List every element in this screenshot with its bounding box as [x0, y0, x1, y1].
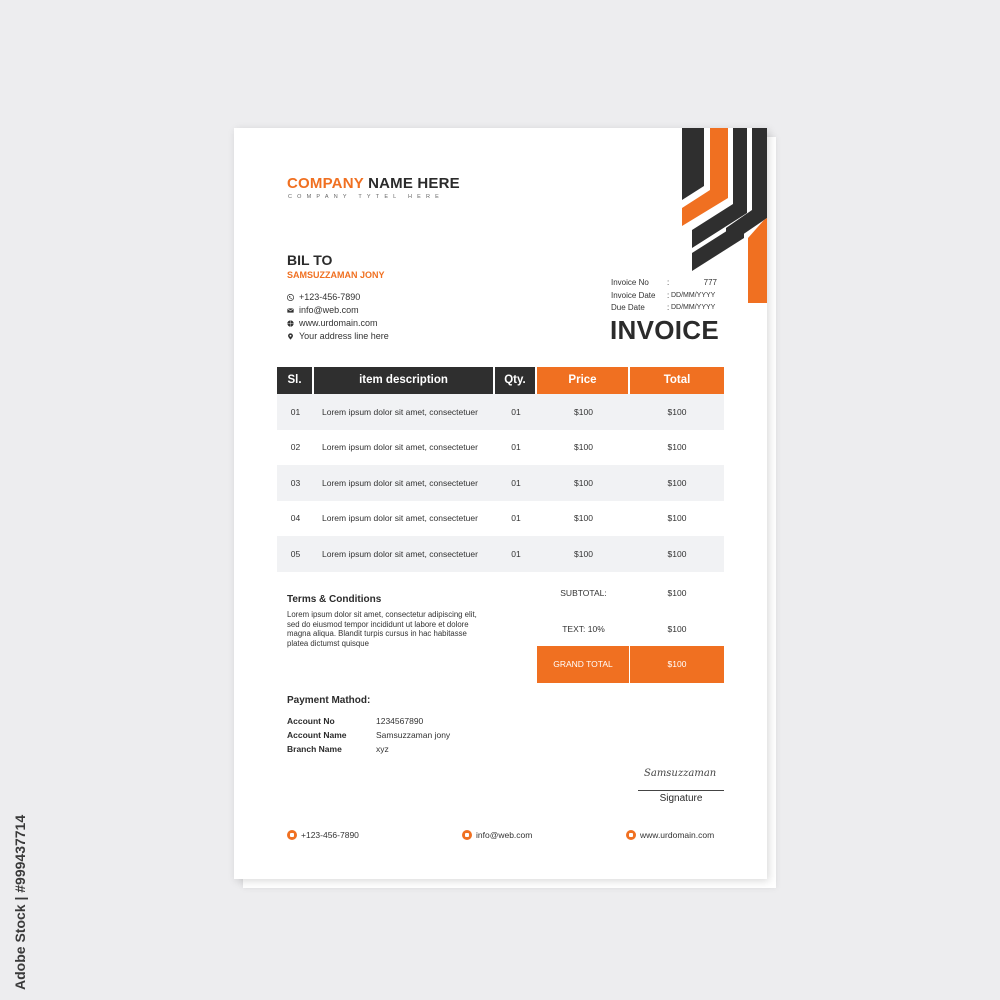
- footer-email: [462, 830, 532, 840]
- email-icon: [462, 830, 472, 840]
- header-total: Total: [630, 367, 724, 394]
- footer-email-text: info@web.com: [476, 830, 533, 840]
- invoice-title: INVOICE: [610, 315, 720, 345]
- account-name-value: Samsuzzaman jony: [376, 730, 451, 740]
- payment-heading: Payment Mathod:: [287, 695, 371, 706]
- invoice-date-value: DD/MM/YYYY: [671, 291, 716, 299]
- payment-row-account-no: [287, 716, 423, 726]
- branch-name-label: Branch Name: [287, 744, 342, 754]
- due-date-label: Due Date: [611, 303, 645, 312]
- header-qty: Qty.: [495, 367, 537, 394]
- signature-line: [638, 790, 724, 791]
- globe-icon: [287, 320, 294, 327]
- invoice-meta: [611, 277, 717, 315]
- due-date-row: [611, 302, 717, 315]
- footer-website: [626, 830, 714, 840]
- invoice-no-sep: :: [667, 278, 670, 287]
- grand-total-value: $100: [630, 646, 724, 683]
- tax-value: $100: [667, 624, 687, 634]
- invoice-date-sep: :: [667, 290, 670, 300]
- company-name-part2: NAME HERE: [368, 175, 460, 192]
- grand-total-bar: [537, 646, 724, 683]
- footer-phone: [287, 830, 359, 840]
- row-description: Lorem ipsum dolor sit amet, consectetuer: [322, 513, 478, 524]
- bill-to-email: [287, 305, 359, 315]
- tax-label: TEXT: 10%: [562, 624, 605, 634]
- branch-name-value: xyz: [376, 744, 389, 754]
- row-total: $100: [667, 442, 687, 453]
- invoice-no-label: Invoice No: [611, 278, 649, 287]
- invoice-no-value: 777: [703, 278, 717, 287]
- grand-total-label: GRAND TOTAL: [537, 646, 630, 683]
- row-description: Lorem ipsum dolor sit amet, consectetuer: [322, 477, 478, 488]
- table-row: [277, 501, 724, 537]
- row-total: $100: [667, 477, 687, 488]
- row-total: $100: [667, 548, 687, 559]
- row-price: $100: [574, 406, 593, 417]
- table-row: [277, 430, 724, 466]
- company-name: [287, 175, 460, 192]
- email-icon: [287, 307, 294, 314]
- row-total: $100: [667, 406, 687, 417]
- location-pin-icon: [287, 333, 294, 340]
- row-sl: 01: [290, 406, 301, 417]
- subtotal-value: $100: [667, 588, 687, 598]
- row-qty: 01: [511, 442, 521, 453]
- signature-label: Signature: [659, 793, 703, 804]
- row-qty: 01: [511, 513, 521, 524]
- row-price: $100: [574, 442, 593, 453]
- table-row: [277, 465, 724, 501]
- row-sl: 05: [290, 548, 301, 559]
- table-header: [277, 367, 724, 394]
- row-price: $100: [574, 477, 593, 488]
- company-tagline: COMPANY TYTEL HERE: [288, 194, 445, 200]
- row-sl: 04: [290, 513, 301, 524]
- terms-heading: Terms & Conditions: [287, 594, 382, 605]
- bill-to-name: SAMSUZZAMAN JONY: [287, 270, 385, 280]
- payment-row-branch-name: [287, 744, 389, 754]
- header-description: item description: [314, 367, 495, 394]
- signature-script: Samsuzzaman: [644, 768, 717, 779]
- items-table: [277, 367, 724, 572]
- bill-to-email-text: info@web.com: [299, 305, 359, 315]
- footer-phone-text: +123-456-7890: [301, 830, 359, 840]
- row-sl: 03: [290, 477, 301, 488]
- row-price: $100: [574, 548, 593, 559]
- subtotal-label: SUBTOTAL:: [560, 588, 607, 598]
- phone-icon: [287, 830, 297, 840]
- terms-body: Lorem ipsum dolor sit amet, consectetur adipiscing elit, sed do eiusmod tempor incididunt ut labore et dolore magna aliqua. Blandit turpis cursus in hac habitasse platea dictumst quisque: [287, 610, 477, 648]
- row-qty: 01: [511, 548, 521, 559]
- due-date-value: DD/MM/YYYY: [671, 304, 716, 311]
- table-row: [277, 536, 724, 572]
- stock-watermark: [8, 770, 32, 990]
- row-price: $100: [574, 513, 593, 524]
- footer-website-text: www.urdomain.com: [640, 830, 715, 840]
- row-qty: 01: [511, 477, 521, 488]
- invoice-page: [234, 128, 767, 879]
- bill-to-phone: [287, 292, 360, 302]
- header-price: Price: [537, 367, 630, 394]
- company-name-part1: COMPANY: [287, 175, 364, 192]
- bill-to-heading: BIL TO: [287, 252, 333, 268]
- table-row: [277, 394, 724, 430]
- phone-icon: [287, 294, 294, 301]
- bill-to-address: [287, 331, 389, 341]
- invoice-no-row: [611, 277, 717, 290]
- row-qty: 01: [511, 406, 521, 417]
- row-sl: 02: [290, 442, 301, 453]
- row-description: Lorem ipsum dolor sit amet, consectetuer: [322, 406, 478, 417]
- account-no-value: 1234567890: [376, 716, 424, 726]
- bill-to-phone-text: +123-456-7890: [299, 292, 361, 302]
- row-total: $100: [667, 513, 687, 524]
- bill-to-address-text: Your address line here: [299, 331, 389, 341]
- due-date-sep: :: [667, 303, 670, 312]
- globe-icon: [626, 830, 636, 840]
- account-no-label: Account No: [287, 716, 335, 726]
- account-name-label: Account Name: [287, 730, 347, 740]
- row-description: Lorem ipsum dolor sit amet, consectetuer: [322, 548, 478, 559]
- watermark-text: Adobe Stock | #999437714: [12, 814, 28, 990]
- bill-to-website: [287, 318, 378, 328]
- header-sl: Sl.: [277, 367, 314, 394]
- row-description: Lorem ipsum dolor sit amet, consectetuer: [322, 442, 478, 453]
- bill-to-website-text: www.urdomain.com: [299, 318, 378, 328]
- invoice-date-label: Invoice Date: [611, 290, 656, 300]
- invoice-date-row: [611, 290, 717, 303]
- payment-row-account-name: [287, 730, 450, 740]
